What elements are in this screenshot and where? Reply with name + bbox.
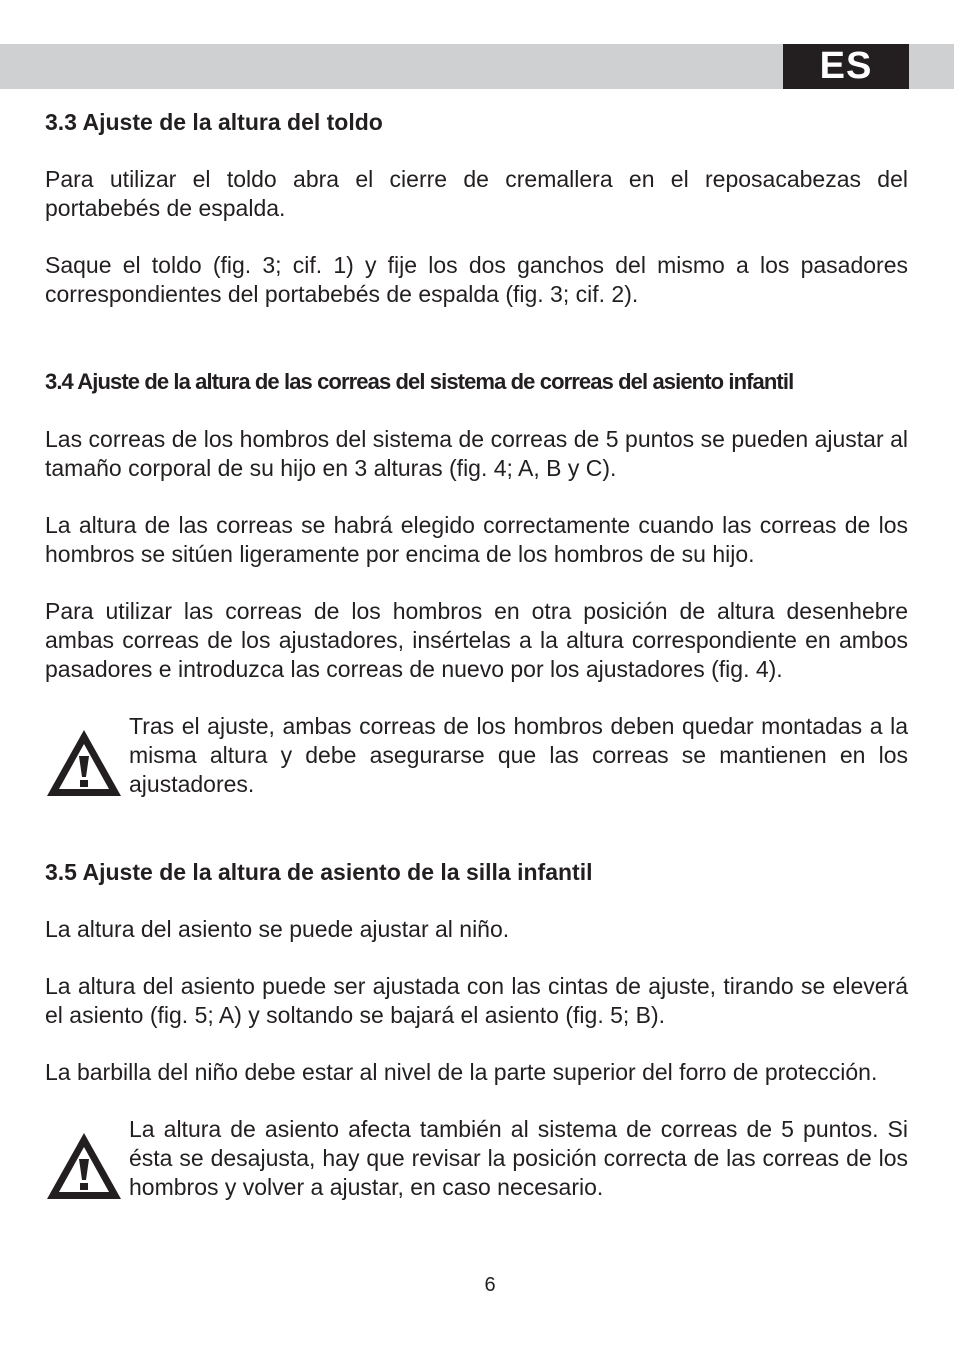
section-3-3-title: 3.3 Ajuste de la altura del toldo [45,109,383,135]
section-3-5-paragraph-2: La altura del asiento puede ser ajustada con las cintas de ajuste, tirando se eleverá el asiento (fig. 5; A) y soltando se bajará el asiento (fig. 5; B). [45,973,908,1028]
section-3-4-title: 3.4 Ajuste de la altura de las correas del sistema de correas del asiento infantil [45,369,794,394]
page-content [45,107,908,1202]
warning-triangle-icon [45,728,123,798]
section-3-3-paragraph-1: Para utilizar el toldo abra el cierre de cremallera en el reposacabezas del portabebés de espalda. [45,166,908,221]
language-badge: ES [783,44,909,89]
section-3-4-paragraph-2: La altura de las correas se habrá elegido correctamente cuando las correas de los hombros se sitúen ligeramente por encima de los hombros de su hijo. [45,512,908,567]
section-3-5-title: 3.5 Ajuste de la altura de asiento de la silla infantil [45,859,593,885]
section-3-4-warning-text: Tras el ajuste, ambas correas de los hombros deben quedar montadas a la misma altura y debe asegurarse que las correas se mantienen en los ajustadores. [129,713,908,797]
section-3-5-warning [45,1115,908,1202]
section-3-5-paragraph-3: La barbilla del niño debe estar al nivel de la parte superior del forro de protección. [45,1059,878,1085]
section-3-5-warning-text: La altura de asiento afecta también al sistema de correas de 5 puntos. Si ésta se desajusta, hay que revisar la posición correcta de las correas de los hombros y volver a ajustar, en caso necesario. [129,1116,908,1200]
section-3-4-warning [45,712,908,799]
page-number: 6 [484,1274,496,1296]
section-3-4-paragraph-1: Las correas de los hombros del sistema de correas de 5 puntos se pueden ajustar al tamaño corporal de su hijo en 3 alturas (fig. 4; A, B y C). [45,426,908,481]
section-3-5-paragraph-1: La altura del asiento se puede ajustar al niño. [45,916,510,942]
section-3-3-paragraph-2: Saque el toldo (fig. 3; cif. 1) y fije los dos ganchos del mismo a los pasadores correspondientes del portabebés de espalda (fig. 3; cif. 2). [45,252,908,307]
section-3-4-paragraph-3: Para utilizar las correas de los hombros en otra posición de altura desenhebre ambas correas de los ajustadores, insértelas a la altura correspondiente en ambos pasadores e introduzca las correas de nuevo por los ajustadores (fig. 4). [45,598,908,682]
warning-triangle-icon [45,1131,123,1201]
